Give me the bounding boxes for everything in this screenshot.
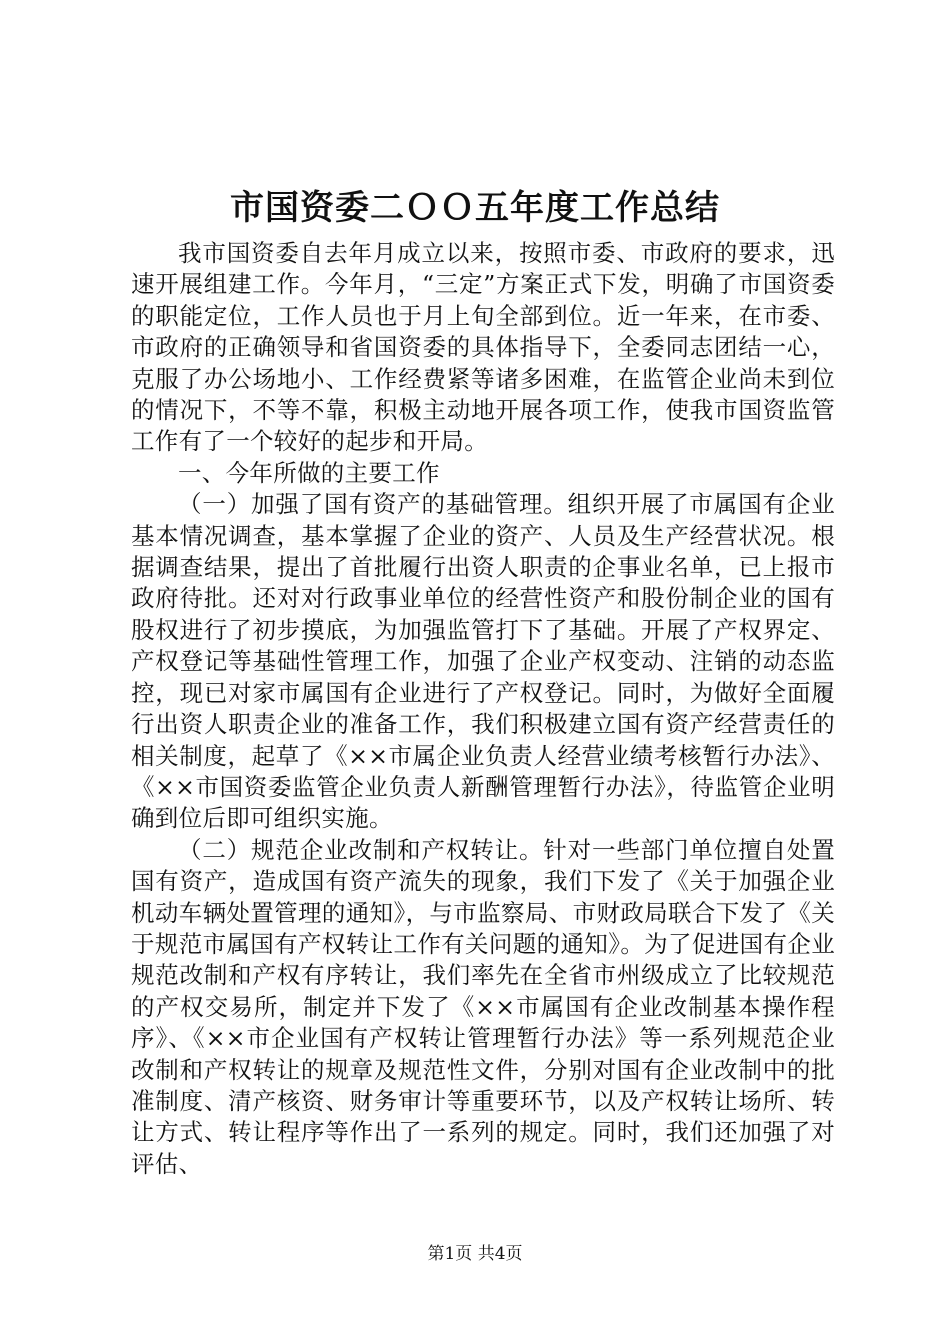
intro-paragraph: 我市国资委自去年月成立以来，按照市委、市政府的要求，迅速开展组建工作。今年月，“三定”方案正式下发，明确了市国资委的职能定位，工作人员也于月上旬全部到位。近一年来，在市委、市政府的正确领导和省国资委的具体指导下，全委同志团结一心，克服了办公场地小、工作经费紧等诸多困难，在监管企业尚未到位的情况下，不等不靠，积极主动地开展各项工作，使我市国资监管工作有了一个较好的起步和开局。 bbox=[131, 239, 835, 456]
page-number-footer: 第1页 共4页 bbox=[427, 1244, 523, 1264]
section-paragraph-1: （一）加强了国有资产的基础管理。组织开展了市属国有企业基本情况调查，基本掌握了企业的资产、人员及生产经营状况。根据调查结果，提出了首批履行出资人职责的企事业名单，已上报市政府待批。还对对行政事业单位的经营性资产和股份制企业的国有股权进行了初步摸底，为加强监管打下了基础。开展了产权界定、产权登记等基础性管理工作，加强了企业产权变动、注销的动态监控，现已对家市属国有企业进行了产权登记。同时，为做好全面履行出资人职责企业的准备工作，我们积极建立国有资产经营责任的相关制度，起草了《××市属企业负责人经营业绩考核暂行办法》、《××市国资委监管企业负责人新酬管理暂行办法》，待监管企业明确到位后即可组织实施。 bbox=[131, 490, 835, 833]
document-title: 市国资委二ＯＯ五年度工作总结 bbox=[230, 188, 720, 228]
document-body bbox=[131, 238, 835, 1180]
section-paragraph-2: （二）规范企业改制和产权转让。针对一些部门单位擅自处置国有资产，造成国有资产流失的现象，我们下发了《关于加强企业机动车辆处置管理的通知》，与市监察局、市财政局联合下发了《关于规范市属国有产权转让工作有关问题的通知》。为了促进国有企业规范改制和产权有序转让，我们率先在全省市州级成立了比较规范的产权交易所，制定并下发了《××市属国有企业改制基本操作程序》、《××市企业国有产权转让管理暂行办法》等一系列规范企业改制和产权转让的规章及规范性文件，分别对国有企业改制中的批准制度、清产核资、财务审计等重要环节，以及产权转让场所、转让方式、转让程序等作出了一系列的规定。同时，我们还加强了对评估、 bbox=[131, 835, 835, 1178]
section-heading: 一、今年所做的主要工作 bbox=[178, 458, 440, 487]
